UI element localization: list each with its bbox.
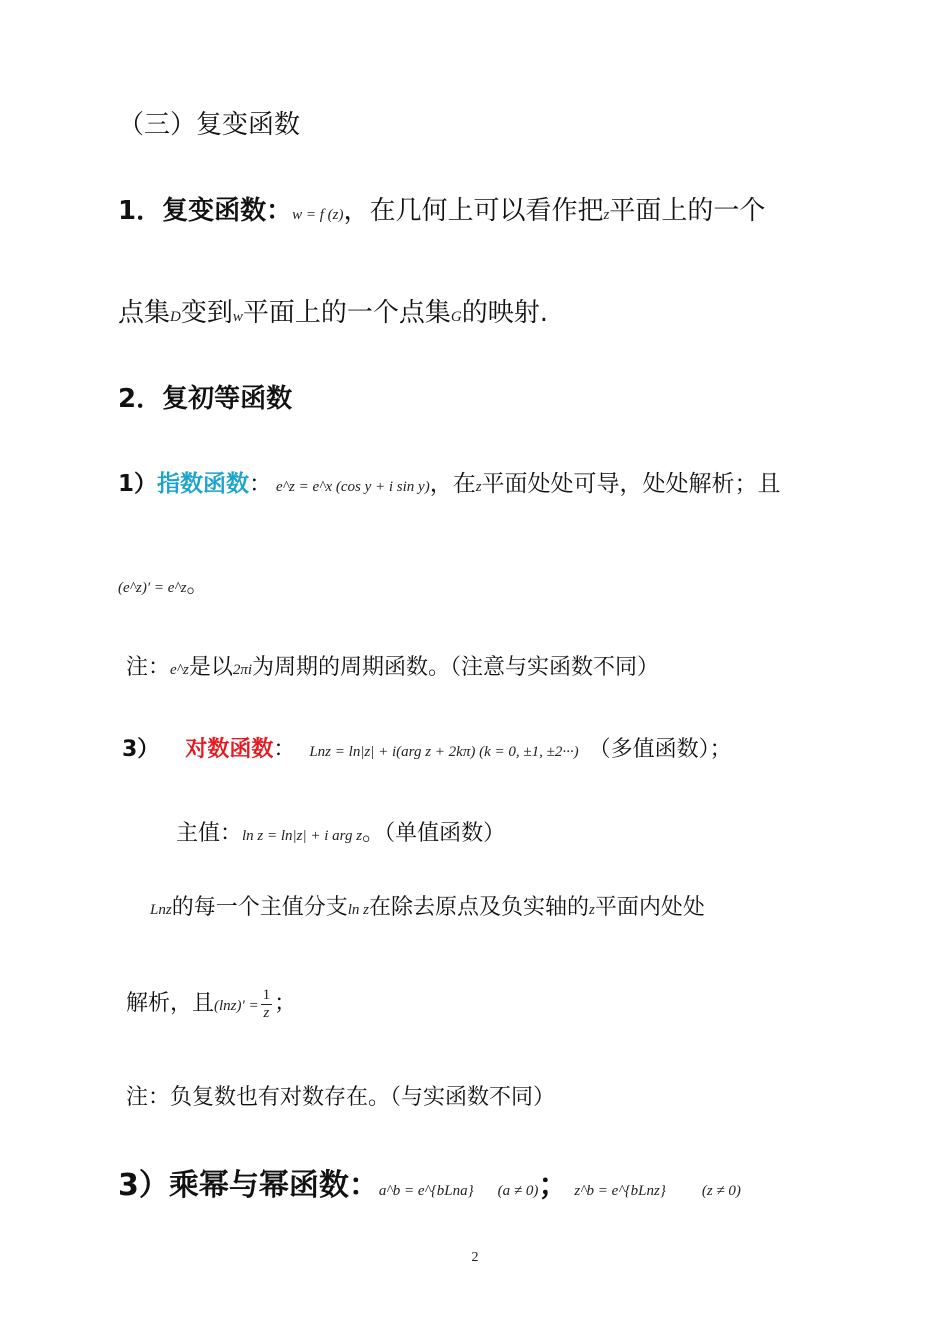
log-analytic-fraction bbox=[261, 987, 273, 1021]
exp-deriv-end: 。 bbox=[186, 573, 209, 598]
exp-note-ez: e^z bbox=[170, 662, 189, 678]
power-separator: ； bbox=[538, 1168, 569, 1203]
item1-var-z: z bbox=[603, 207, 610, 223]
log-branch-text-a: 的每一个主值分支 bbox=[171, 895, 348, 920]
log-principal-label: 主值： bbox=[176, 821, 243, 846]
log-principal bbox=[176, 816, 505, 847]
exp-note-text-b: 为周期的周期函数。（注意与实函数不同） bbox=[252, 655, 660, 680]
item1-line2-c: 平面上的一个点集 bbox=[242, 298, 451, 328]
log-suffix: （多值函数）； bbox=[588, 737, 732, 762]
log-formula: Lnz = ln|z| + i(arg z + 2kπ) (k = 0, ±1, ±2···) bbox=[309, 744, 579, 760]
item1-var-w: w bbox=[232, 309, 243, 325]
log-analytic-end: ； bbox=[274, 991, 297, 1016]
power-line bbox=[118, 1160, 741, 1204]
exp-note-label: 注： bbox=[126, 655, 171, 680]
log-analytic-a: 解析，且 bbox=[126, 991, 215, 1016]
log-title: 对数函数 bbox=[185, 737, 274, 762]
item1-label: 1．复变函数： bbox=[118, 196, 293, 226]
log-prefix: 3） bbox=[122, 737, 160, 762]
log-note: 注：负复数也有对数存在。（与实函数不同） bbox=[126, 1085, 556, 1110]
exp-note-period: 2πi bbox=[232, 662, 253, 678]
fraction-denominator: z bbox=[263, 1004, 270, 1021]
exp-derivative-line bbox=[118, 568, 209, 599]
section-heading: （三）复变函数 bbox=[118, 110, 301, 140]
power-title: 3）乘幂与幂函数： bbox=[118, 1168, 379, 1203]
exp-prefix: 1） bbox=[118, 471, 158, 497]
log-analytic bbox=[126, 986, 296, 1021]
item1-line2-d: 的映射. bbox=[461, 298, 549, 328]
log-principal-suffix: 。（单值函数） bbox=[362, 821, 506, 846]
exp-formula: e^z = e^x (cos y + i sin y) bbox=[276, 479, 430, 495]
log-analytic-deriv: (lnz)′ = bbox=[214, 998, 259, 1014]
log-principal-formula: ln z = ln|z| + i arg z bbox=[242, 828, 363, 844]
log-branch-text-b: 在除去原点及负实轴的 bbox=[368, 895, 589, 920]
log-branch-lnz: ln z bbox=[347, 902, 369, 918]
item1-line2-a: 点集 bbox=[118, 298, 171, 328]
item1-line2 bbox=[118, 292, 548, 329]
power-formula-a: a^b = e^{bLna} bbox=[378, 1183, 474, 1199]
item1-line2-b: 变到 bbox=[180, 298, 233, 328]
power-cond-a: (a ≠ 0) bbox=[497, 1183, 539, 1199]
item1-text-a: ，在几何上可以看作把 bbox=[343, 196, 604, 226]
exp-title: 指数函数 bbox=[157, 471, 250, 497]
exp-note bbox=[126, 650, 659, 681]
page-number: 2 bbox=[471, 1250, 479, 1265]
exp-text-a: ，在 bbox=[429, 471, 476, 497]
exp-line1 bbox=[118, 465, 781, 498]
log-colon: ： bbox=[273, 737, 296, 762]
item1-text-b: 平面上的一个 bbox=[609, 196, 766, 226]
exp-colon: ： bbox=[249, 471, 273, 497]
log-line1 bbox=[122, 732, 732, 763]
item1-var-D: D bbox=[170, 309, 181, 325]
log-branch-text-c: 平面内处处 bbox=[594, 895, 705, 920]
log-branch-var: Lnz bbox=[150, 902, 172, 918]
item2-label: 2．复初等函数 bbox=[118, 384, 293, 414]
exp-text-b: 平面处处可导，处处解析；且 bbox=[481, 471, 781, 497]
exp-derivative: (e^z)′ = e^z bbox=[118, 580, 187, 596]
item1-var-G: G bbox=[450, 309, 462, 325]
power-formula-b: z^b = e^{bLnz} bbox=[574, 1183, 666, 1199]
log-branch bbox=[150, 890, 705, 921]
exp-var-z: z bbox=[475, 479, 482, 495]
item1-line1 bbox=[118, 190, 765, 227]
exp-note-text-a: 是以 bbox=[188, 655, 233, 680]
item1-formula: w = f (z) bbox=[292, 207, 344, 223]
fraction-numerator: 1 bbox=[262, 987, 271, 1003]
power-cond-b: (z ≠ 0) bbox=[701, 1183, 741, 1199]
log-branch-z: z bbox=[588, 902, 595, 918]
